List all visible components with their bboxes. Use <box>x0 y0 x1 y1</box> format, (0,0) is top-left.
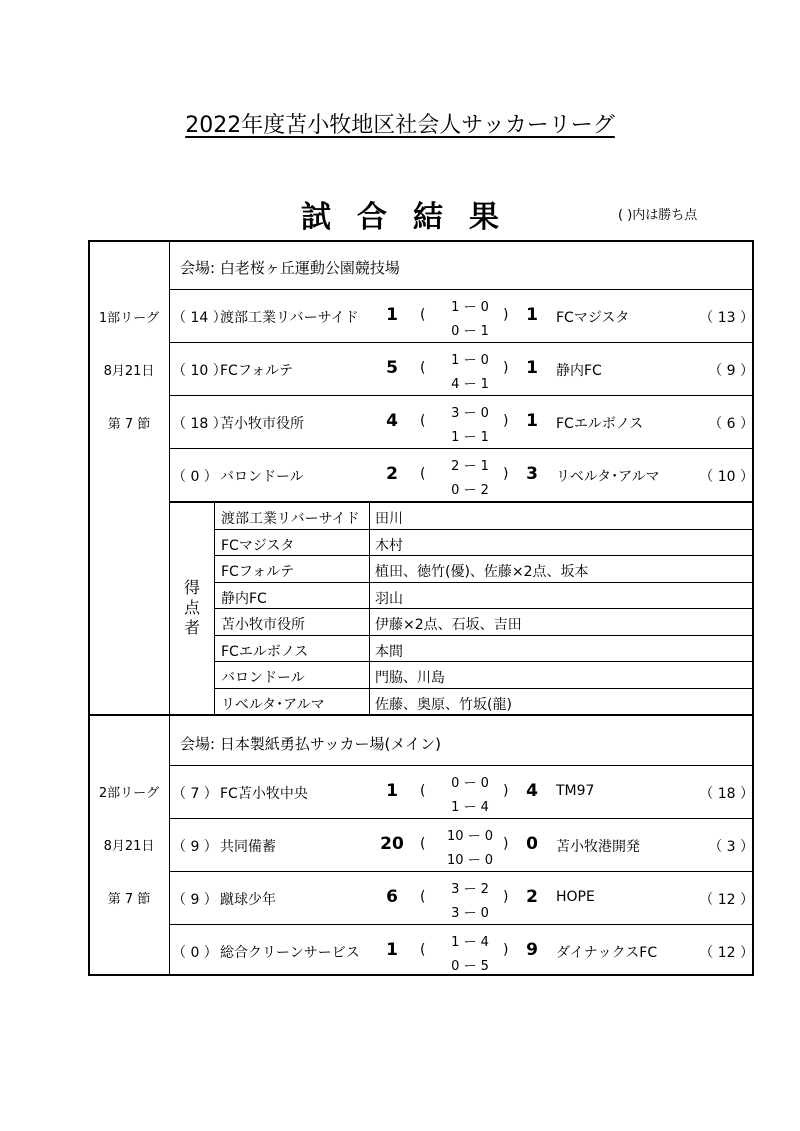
away-score: 4 <box>526 781 538 801</box>
scorer-names: 羽山 <box>375 590 403 607</box>
row-divider <box>215 582 753 583</box>
away-team: FCエルボノス <box>556 416 644 432</box>
close-paren: ) <box>503 783 509 799</box>
away-points: （ 10 ） <box>699 469 754 485</box>
home-score: 4 <box>386 411 398 431</box>
home-points: （ 10 ） <box>172 363 227 379</box>
row-divider <box>170 871 753 872</box>
home-score: 1 <box>386 781 398 801</box>
close-paren: ) <box>503 360 509 376</box>
second-half-score: 0 ー 2 <box>451 483 489 498</box>
away-points: （ 12 ） <box>699 892 754 908</box>
row-divider <box>170 765 753 766</box>
home-team: FCフォルテ <box>220 363 294 379</box>
home-points: （ 0 ） <box>172 945 218 961</box>
results-heading: 試合結果 <box>301 200 525 235</box>
open-paren: ( <box>420 466 426 482</box>
row-divider <box>170 818 753 819</box>
home-points: （ 7 ） <box>172 786 218 802</box>
points-note: ( )内は勝ち点 <box>618 208 698 223</box>
scorer-team: FCフォルテ <box>221 564 295 580</box>
away-team: 静内FC <box>556 363 602 379</box>
date-div2: 8月21日 <box>103 839 155 854</box>
scorers-label: 得 点 者 <box>183 578 200 637</box>
open-paren: ( <box>420 836 426 852</box>
open-paren: ( <box>420 360 426 376</box>
scorer-names: 田川 <box>375 511 403 527</box>
away-team: リベルタ･アルマ <box>556 469 660 485</box>
second-half-score: 0 ー 5 <box>451 959 489 974</box>
away-score: 1 <box>526 358 538 378</box>
second-half-score: 4 ー 1 <box>451 377 489 392</box>
scorer-names: 木村 <box>375 537 403 554</box>
scorer-team: 苫小牧市役所 <box>221 617 305 633</box>
away-score: 1 <box>526 305 538 325</box>
row-divider <box>170 448 753 449</box>
home-team: 総合クリーンサービス <box>220 945 360 961</box>
scorer-names: 植田、徳竹(優)、佐藤×2点、坂本 <box>375 564 589 580</box>
open-paren: ( <box>420 307 426 323</box>
away-team: TM97 <box>556 783 595 799</box>
scorer-team: 渡部工業リバーサイド <box>221 511 360 527</box>
home-team: 共同備蓄 <box>220 839 276 855</box>
open-paren: ( <box>420 889 426 905</box>
away-score: 0 <box>526 834 538 854</box>
away-team: 苫小牧港開発 <box>556 839 640 855</box>
home-team: 蹴球少年 <box>220 892 276 908</box>
round-div2: 第 7 節 <box>107 892 151 907</box>
second-half-score: 3 ー 0 <box>451 906 489 921</box>
league-div1: 1部リーグ <box>98 311 160 326</box>
second-half-score: 0 ー 1 <box>451 324 489 339</box>
row-divider <box>170 924 753 925</box>
first-half-score: 0 ー 0 <box>451 776 489 791</box>
scorer-names: 佐藤、奥原、竹坂(龍) <box>375 696 512 713</box>
row-divider <box>170 342 753 343</box>
home-score: 6 <box>386 887 398 907</box>
home-team: バロンドール <box>220 469 304 485</box>
open-paren: ( <box>420 413 426 429</box>
home-score: 5 <box>386 358 398 378</box>
close-paren: ) <box>503 413 509 429</box>
away-team: HOPE <box>556 889 595 905</box>
close-paren: ) <box>503 889 509 905</box>
home-team: 渡部工業リバーサイド <box>220 310 359 326</box>
second-half-score: 10 ー 0 <box>446 853 494 868</box>
page-title: 2022年度苫小牧地区社会人サッカーリーグ <box>185 113 615 138</box>
venue-div2: 会場: 日本製紙勇払サッカー場(メイン) <box>180 735 441 753</box>
scorer-team: リベルタ･アルマ <box>221 696 325 713</box>
first-half-score: 3 ー 0 <box>451 406 489 421</box>
home-score: 1 <box>386 305 398 325</box>
home-team: FC苫小牧中央 <box>220 786 308 802</box>
column-divider <box>169 241 170 975</box>
scorer-team: 静内FC <box>221 590 267 607</box>
row-divider <box>215 661 753 662</box>
away-score: 2 <box>526 887 538 907</box>
home-score: 1 <box>386 940 398 960</box>
home-points: （ 9 ） <box>172 839 218 855</box>
first-half-score: 3 ー 2 <box>451 882 489 897</box>
close-paren: ) <box>503 466 509 482</box>
home-points: （ 0 ） <box>172 469 218 485</box>
scorer-team: FCエルボノス <box>221 643 309 660</box>
away-points: （ 13 ） <box>699 310 754 326</box>
row-divider <box>215 688 753 689</box>
away-score: 9 <box>526 940 538 960</box>
date-div1: 8月21日 <box>103 364 155 379</box>
close-paren: ) <box>503 942 509 958</box>
home-points: （ 14 ） <box>172 310 227 326</box>
away-points: （ 9 ） <box>708 363 754 379</box>
home-points: （ 9 ） <box>172 892 218 908</box>
round-div1: 第 7 節 <box>107 417 151 432</box>
scorer-team: FCマジスタ <box>221 537 295 554</box>
row-divider <box>215 635 753 636</box>
second-half-score: 1 ー 4 <box>451 800 489 815</box>
second-half-score: 1 ー 1 <box>451 430 489 445</box>
first-half-score: 1 ー 0 <box>451 353 489 368</box>
scorer-names: 門脇、川島 <box>375 670 445 686</box>
row-divider <box>170 395 753 396</box>
away-points: （ 18 ） <box>699 786 754 802</box>
row-divider <box>170 289 753 290</box>
away-score: 1 <box>526 411 538 431</box>
league-div2: 2部リーグ <box>98 786 160 801</box>
first-half-score: 2 ー 1 <box>451 459 489 474</box>
home-score: 20 <box>380 834 404 854</box>
away-points: （ 3 ） <box>708 839 754 855</box>
scorer-names: 本間 <box>375 643 403 660</box>
row-divider <box>170 502 753 503</box>
scorer-team: バロンドール <box>221 670 305 686</box>
home-points: （ 18 ） <box>172 416 227 432</box>
first-half-score: 1 ー 0 <box>451 300 489 315</box>
close-paren: ) <box>503 307 509 323</box>
home-team: 苫小牧市役所 <box>220 416 304 432</box>
venue-div1: 会場: 白老桜ヶ丘運動公園競技場 <box>180 259 400 277</box>
home-score: 2 <box>386 464 398 484</box>
open-paren: ( <box>420 783 426 799</box>
away-points: （ 6 ） <box>708 416 754 432</box>
section-divider <box>89 714 753 716</box>
away-score: 3 <box>526 464 538 484</box>
close-paren: ) <box>503 836 509 852</box>
open-paren: ( <box>420 942 426 958</box>
row-divider <box>215 529 753 530</box>
away-points: （ 12 ） <box>699 945 754 961</box>
row-divider <box>215 608 753 609</box>
scorer-names: 伊藤×2点、石坂、吉田 <box>375 617 522 633</box>
first-half-score: 10 ー 0 <box>446 829 494 844</box>
first-half-score: 1 ー 4 <box>451 935 489 950</box>
away-team: FCマジスタ <box>556 310 630 326</box>
row-divider <box>215 555 753 556</box>
away-team: ダイナックスFC <box>556 945 658 961</box>
